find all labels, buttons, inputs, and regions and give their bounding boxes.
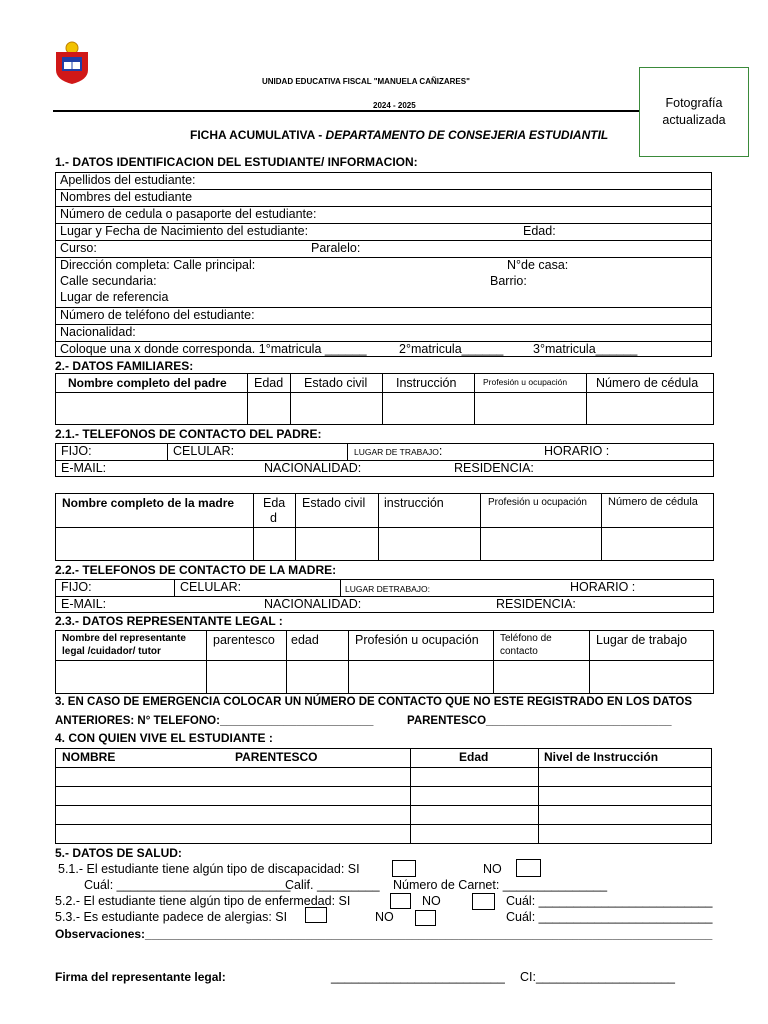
col-line (589, 630, 590, 694)
father-header-instruccion: Instrucción (396, 376, 457, 390)
mother-header-edad-a: Eda (263, 496, 286, 510)
photo-box (639, 67, 749, 157)
section-23-title: 2.3.- DATOS REPRESENTANTE LEGAL : (55, 614, 283, 628)
row-line (55, 527, 714, 528)
rep-header-edad: edad (291, 633, 319, 647)
mother-lugar: LUGAR DETRABAJO: (345, 584, 431, 594)
father-lugar (354, 444, 442, 460)
section-22-title: 2.2.- TELEFONOS DE CONTACTO DE LA MADRE: (55, 563, 337, 577)
label-matricula-2: 2°matricula______ (399, 342, 504, 356)
allergy-no-label: NO (375, 910, 394, 924)
col-line (206, 630, 207, 694)
col-line (247, 373, 248, 425)
rep-header-telefono-1: Teléfono de (500, 633, 552, 644)
label-edad: Edad: (523, 224, 556, 238)
col-line (480, 493, 481, 561)
allergy-no-checkbox[interactable] (415, 910, 436, 926)
illness-si-checkbox[interactable] (390, 893, 411, 909)
label-lugar-fecha: Lugar y Fecha de Nacimiento del estudiante: (60, 224, 309, 238)
header-underline (53, 110, 639, 112)
row-line (55, 240, 712, 241)
label-calle-secundaria: Calle secundaria: (60, 274, 157, 288)
father-header-estado: Estado civil (304, 376, 368, 390)
page-title-part-b: DEPARTAMENTO DE CONSEJERIA ESTUDIANTIL (325, 128, 609, 142)
col-line (286, 630, 287, 694)
photo-label-2: actualizada (662, 113, 726, 127)
mother-nacionalidad: NACIONALIDAD: (264, 597, 362, 611)
label-direccion: Dirección completa: Calle principal: (60, 258, 256, 272)
col-line (382, 373, 383, 425)
allergy-si-checkbox[interactable] (305, 907, 327, 923)
mother-fijo: FIJO: (61, 580, 92, 594)
col-line (290, 373, 291, 425)
father-lugar-colon: : (438, 444, 443, 458)
mother-celular: CELULAR: (180, 580, 242, 594)
col-line (295, 493, 296, 561)
disability-calif: Calif. _________ (285, 878, 380, 892)
section-4-title: 4. CON QUIEN VIVE EL ESTUDIANTE : (55, 731, 273, 745)
col-line (340, 579, 341, 596)
rep-header-parentesco: parentesco (213, 633, 275, 647)
col-line (474, 373, 475, 425)
school-year: 2024 - 2025 (373, 101, 416, 110)
firma-line: _________________________ (331, 970, 505, 984)
row-line (55, 460, 714, 461)
col-line (410, 748, 411, 844)
col-line (378, 493, 379, 561)
household-header-edad: Edad (459, 750, 489, 764)
mother-header-profesion: Profesión u ocupación (488, 497, 587, 508)
mother-email: E-MAIL: (61, 597, 107, 611)
father-header-nombre: Nombre completo del padre (68, 376, 227, 390)
label-apellidos: Apellidos del estudiante: (60, 173, 196, 187)
col-line (253, 493, 254, 561)
row-line (55, 786, 712, 787)
disability-carnet: Número de Carnet: _______________ (393, 878, 608, 892)
mother-header-edad-b: d (270, 511, 277, 525)
rep-header-profesion: Profesión u ocupación (355, 633, 479, 647)
label-barrio: Barrio: (490, 274, 527, 288)
col-line (167, 443, 168, 460)
col-line (538, 748, 539, 844)
disability-no-label: NO (483, 862, 502, 876)
father-celular: CELULAR: (173, 444, 235, 458)
school-name: UNIDAD EDUCATIVA FISCAL "MANUELA CAÑIZARES" (262, 77, 470, 86)
illness-no-checkbox[interactable] (472, 893, 495, 910)
section-3-line2a: ANTERIORES: N° TELEFONO:________________________ (55, 715, 374, 727)
row-line (55, 392, 714, 393)
illness-no-label: NO (422, 894, 441, 908)
rep-header-nombre-2: legal /cuidador/ tutor (62, 646, 161, 657)
disability-cual: Cuál: _________________________ (84, 878, 291, 892)
label-nacionalidad: Nacionalidad: (60, 325, 136, 339)
health-disability-question: 5.1.- El estudiante tiene algún tipo de discapacidad: SI (58, 862, 360, 876)
rep-header-lugar: Lugar de trabajo (596, 633, 688, 647)
rep-header-telefono-2: contacto (500, 646, 538, 657)
row-line (55, 660, 714, 661)
school-crest-logo (53, 40, 91, 86)
mother-header-estado: Estado civil (302, 496, 366, 510)
label-matricula-3: 3°matricula______ (533, 342, 638, 356)
label-paralelo: Paralelo: (311, 241, 361, 255)
disability-si-checkbox[interactable] (392, 860, 416, 877)
father-header-cedula: Número de cédula (596, 376, 699, 390)
col-line (493, 630, 494, 694)
section-5-title: 5.- DATOS DE SALUD: (55, 846, 182, 860)
household-header-parentesco: PARENTESCO (235, 750, 318, 764)
household-header-nivel: Nivel de Instrucción (544, 750, 659, 764)
mother-residencia: RESIDENCIA: (496, 597, 576, 611)
label-matricula-1: Coloque una x donde corresponda. 1°matricula ______ (60, 342, 367, 356)
health-allergy-question: 5.3.- Es estudiante padece de alergias: SI (55, 910, 288, 924)
father-lugar-text: LUGAR DE TRABAJO (354, 447, 439, 457)
col-line (348, 630, 349, 694)
col-line (347, 443, 348, 460)
mother-header-cedula: Número de cédula (608, 496, 698, 508)
father-email: E-MAIL: (61, 461, 107, 475)
page-title-part-a: FICHA ACUMULATIVA - (190, 128, 326, 142)
allergy-cual: Cuál: _________________________ (506, 910, 713, 924)
health-illness-question: 5.2.- El estudiante tiene algún tipo de enfermedad: SI (55, 894, 351, 908)
label-nombres: Nombres del estudiante (60, 190, 193, 204)
section-2-title: 2.- DATOS FAMILIARES: (55, 359, 194, 373)
father-header-edad: Edad (254, 376, 284, 390)
rep-header-nombre-1: Nombre del representante (62, 633, 186, 644)
col-line (586, 373, 587, 425)
section-3-line1: 3. EN CASO DE EMERGENCIA COLOCAR UN NÚMERO DE CONTACTO QUE NO ESTE REGISTRADO EN LOS DATOS (55, 696, 693, 708)
firma-label: Firma del representante legal: (55, 970, 226, 984)
label-referencia: Lugar de referencia (60, 290, 169, 304)
illness-cual: Cuál: _________________________ (506, 894, 713, 908)
disability-no-checkbox[interactable] (516, 859, 541, 877)
section-21-title: 2.1.- TELEFONOS DE CONTACTO DEL PADRE: (55, 427, 322, 441)
section-1-title: 1.- DATOS IDENTIFICACION DEL ESTUDIANTE/ INFORMACION: (55, 155, 418, 169)
label-ncasa: N°de casa: (507, 258, 569, 272)
ci-field: CI:____________________ (520, 970, 676, 984)
label-telefono: Número de teléfono del estudiante: (60, 308, 255, 322)
father-residencia: RESIDENCIA: (454, 461, 534, 475)
father-fijo: FIJO: (61, 444, 92, 458)
col-line (174, 579, 175, 596)
father-horario: HORARIO : (544, 444, 610, 458)
photo-label-1: Fotografía (665, 96, 723, 110)
section-3-line2b: PARENTESCO_____________________________ (407, 715, 672, 727)
mother-header-instruccion: instrucción (384, 496, 444, 510)
observaciones: Observaciones:_____________________________________________________________________________________ (55, 927, 713, 941)
mother-header-nombre: Nombre completo de la madre (62, 496, 235, 510)
row-line (55, 805, 712, 806)
row-line (55, 824, 712, 825)
father-header-profesion: Profesión u ocupación (483, 377, 568, 387)
col-line (601, 493, 602, 561)
label-cedula: Número de cedula o pasaporte del estudiante: (60, 207, 317, 221)
mother-horario: HORARIO : (570, 580, 636, 594)
label-curso: Curso: (60, 241, 97, 255)
row-line (55, 324, 712, 325)
page-title (190, 128, 608, 142)
row-line (55, 767, 712, 768)
household-header-nombre: NOMBRE (62, 750, 116, 764)
father-nacionalidad: NACIONALIDAD: (264, 461, 362, 475)
